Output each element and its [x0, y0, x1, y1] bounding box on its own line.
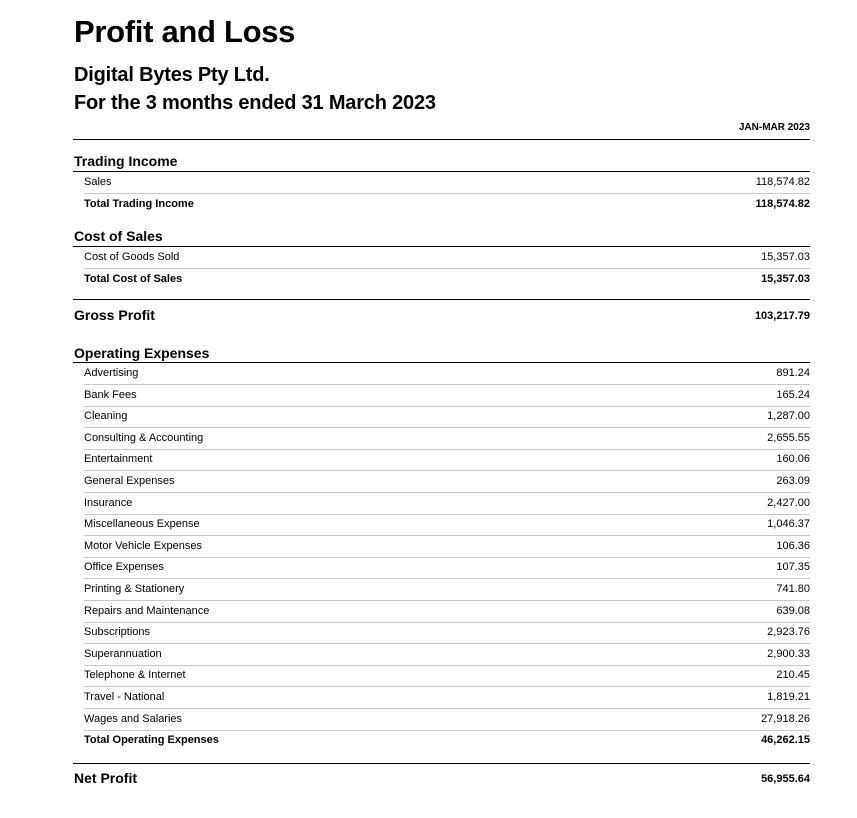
row-label: Travel - National — [84, 691, 165, 703]
header-rule — [73, 139, 810, 140]
gross-profit-label: Gross Profit — [74, 307, 155, 323]
table-row — [84, 493, 810, 515]
row-label: Repairs and Maintenance — [84, 604, 210, 617]
table-row — [84, 687, 810, 709]
total-row — [84, 269, 810, 290]
row-label: Subscriptions — [84, 626, 151, 639]
total-row — [84, 194, 810, 215]
row-label: Printing & Stationery — [84, 583, 185, 595]
row-value: 891.24 — [776, 367, 810, 379]
table-row — [84, 471, 810, 493]
row-value: 2,655.55 — [767, 431, 810, 444]
row-value: 210.45 — [776, 669, 810, 682]
table-row — [84, 406, 810, 428]
table-row — [84, 579, 810, 601]
row-label: Office Expenses — [84, 561, 164, 574]
row-value: 741.80 — [776, 583, 810, 595]
total-row — [84, 730, 810, 751]
row-value: 160.06 — [776, 453, 810, 466]
table-row — [84, 665, 810, 687]
row-value: 1,819.21 — [767, 691, 810, 703]
row-value: 2,923.76 — [767, 626, 810, 639]
table-row — [84, 601, 810, 623]
row-label: Cost of Goods Sold — [84, 251, 180, 263]
report-period: For the 3 months ended 31 March 2023 — [74, 92, 436, 114]
row-label: Consulting & Accounting — [84, 431, 204, 444]
total-value: 46,262.15 — [761, 734, 810, 747]
row-label: Sales — [84, 176, 112, 188]
row-label: Insurance — [84, 496, 133, 509]
table-row — [84, 449, 810, 471]
table-row — [84, 536, 810, 558]
row-value: 15,357.03 — [761, 251, 810, 263]
table-row — [84, 385, 810, 407]
total-label: Total Cost of Sales — [84, 273, 183, 285]
table-row — [84, 247, 810, 269]
table-row — [84, 514, 810, 536]
row-value: 1,287.00 — [767, 410, 810, 423]
row-label: Cleaning — [84, 410, 128, 423]
row-label: Telephone & Internet — [84, 669, 186, 682]
table-row — [84, 428, 810, 450]
row-value: 1,046.37 — [767, 518, 810, 531]
total-value: 118,574.82 — [755, 198, 810, 210]
row-value: 2,427.00 — [767, 496, 810, 509]
section-title-cost-of-sales: Cost of Sales — [74, 228, 163, 244]
table-row — [84, 557, 810, 579]
total-label: Total Operating Expenses — [84, 734, 219, 747]
row-value: 2,900.33 — [767, 647, 810, 660]
section-title-trading-income: Trading Income — [74, 153, 178, 169]
row-value: 639.08 — [776, 604, 810, 617]
row-value: 106.36 — [776, 539, 810, 552]
row-label: Miscellaneous Expense — [84, 518, 200, 531]
row-label: Superannuation — [84, 647, 162, 660]
row-label: Motor Vehicle Expenses — [84, 539, 203, 552]
table-row — [84, 172, 810, 194]
section-title-operating-expenses: Operating Expenses — [74, 345, 210, 361]
total-label: Total Trading Income — [84, 198, 194, 210]
total-value: 15,357.03 — [761, 273, 810, 285]
row-label: General Expenses — [84, 475, 175, 487]
table-row — [84, 363, 810, 385]
row-value: 263.09 — [776, 475, 810, 487]
row-value: 118,574.82 — [755, 176, 810, 188]
table-row — [84, 644, 810, 666]
net-profit-label: Net Profit — [74, 770, 137, 786]
row-label: Wages and Salaries — [84, 712, 183, 725]
net-profit-rule — [73, 763, 810, 764]
row-value: 165.24 — [776, 388, 810, 401]
gross-profit-value: 103,217.79 — [754, 310, 810, 322]
row-label: Entertainment — [84, 453, 153, 466]
table-row — [84, 709, 810, 731]
table-row — [84, 622, 810, 644]
row-label: Advertising — [84, 367, 139, 379]
row-value: 27,918.26 — [761, 712, 810, 725]
net-profit-value: 56,955.64 — [761, 773, 810, 785]
row-value: 107.35 — [776, 561, 810, 574]
gross-profit-rule — [73, 299, 810, 300]
report-title: Profit and Loss — [74, 14, 296, 49]
column-header: JAN-MAR 2023 — [738, 122, 810, 133]
row-label: Bank Fees — [84, 388, 137, 401]
company-name: Digital Bytes Pty Ltd. — [74, 64, 270, 86]
